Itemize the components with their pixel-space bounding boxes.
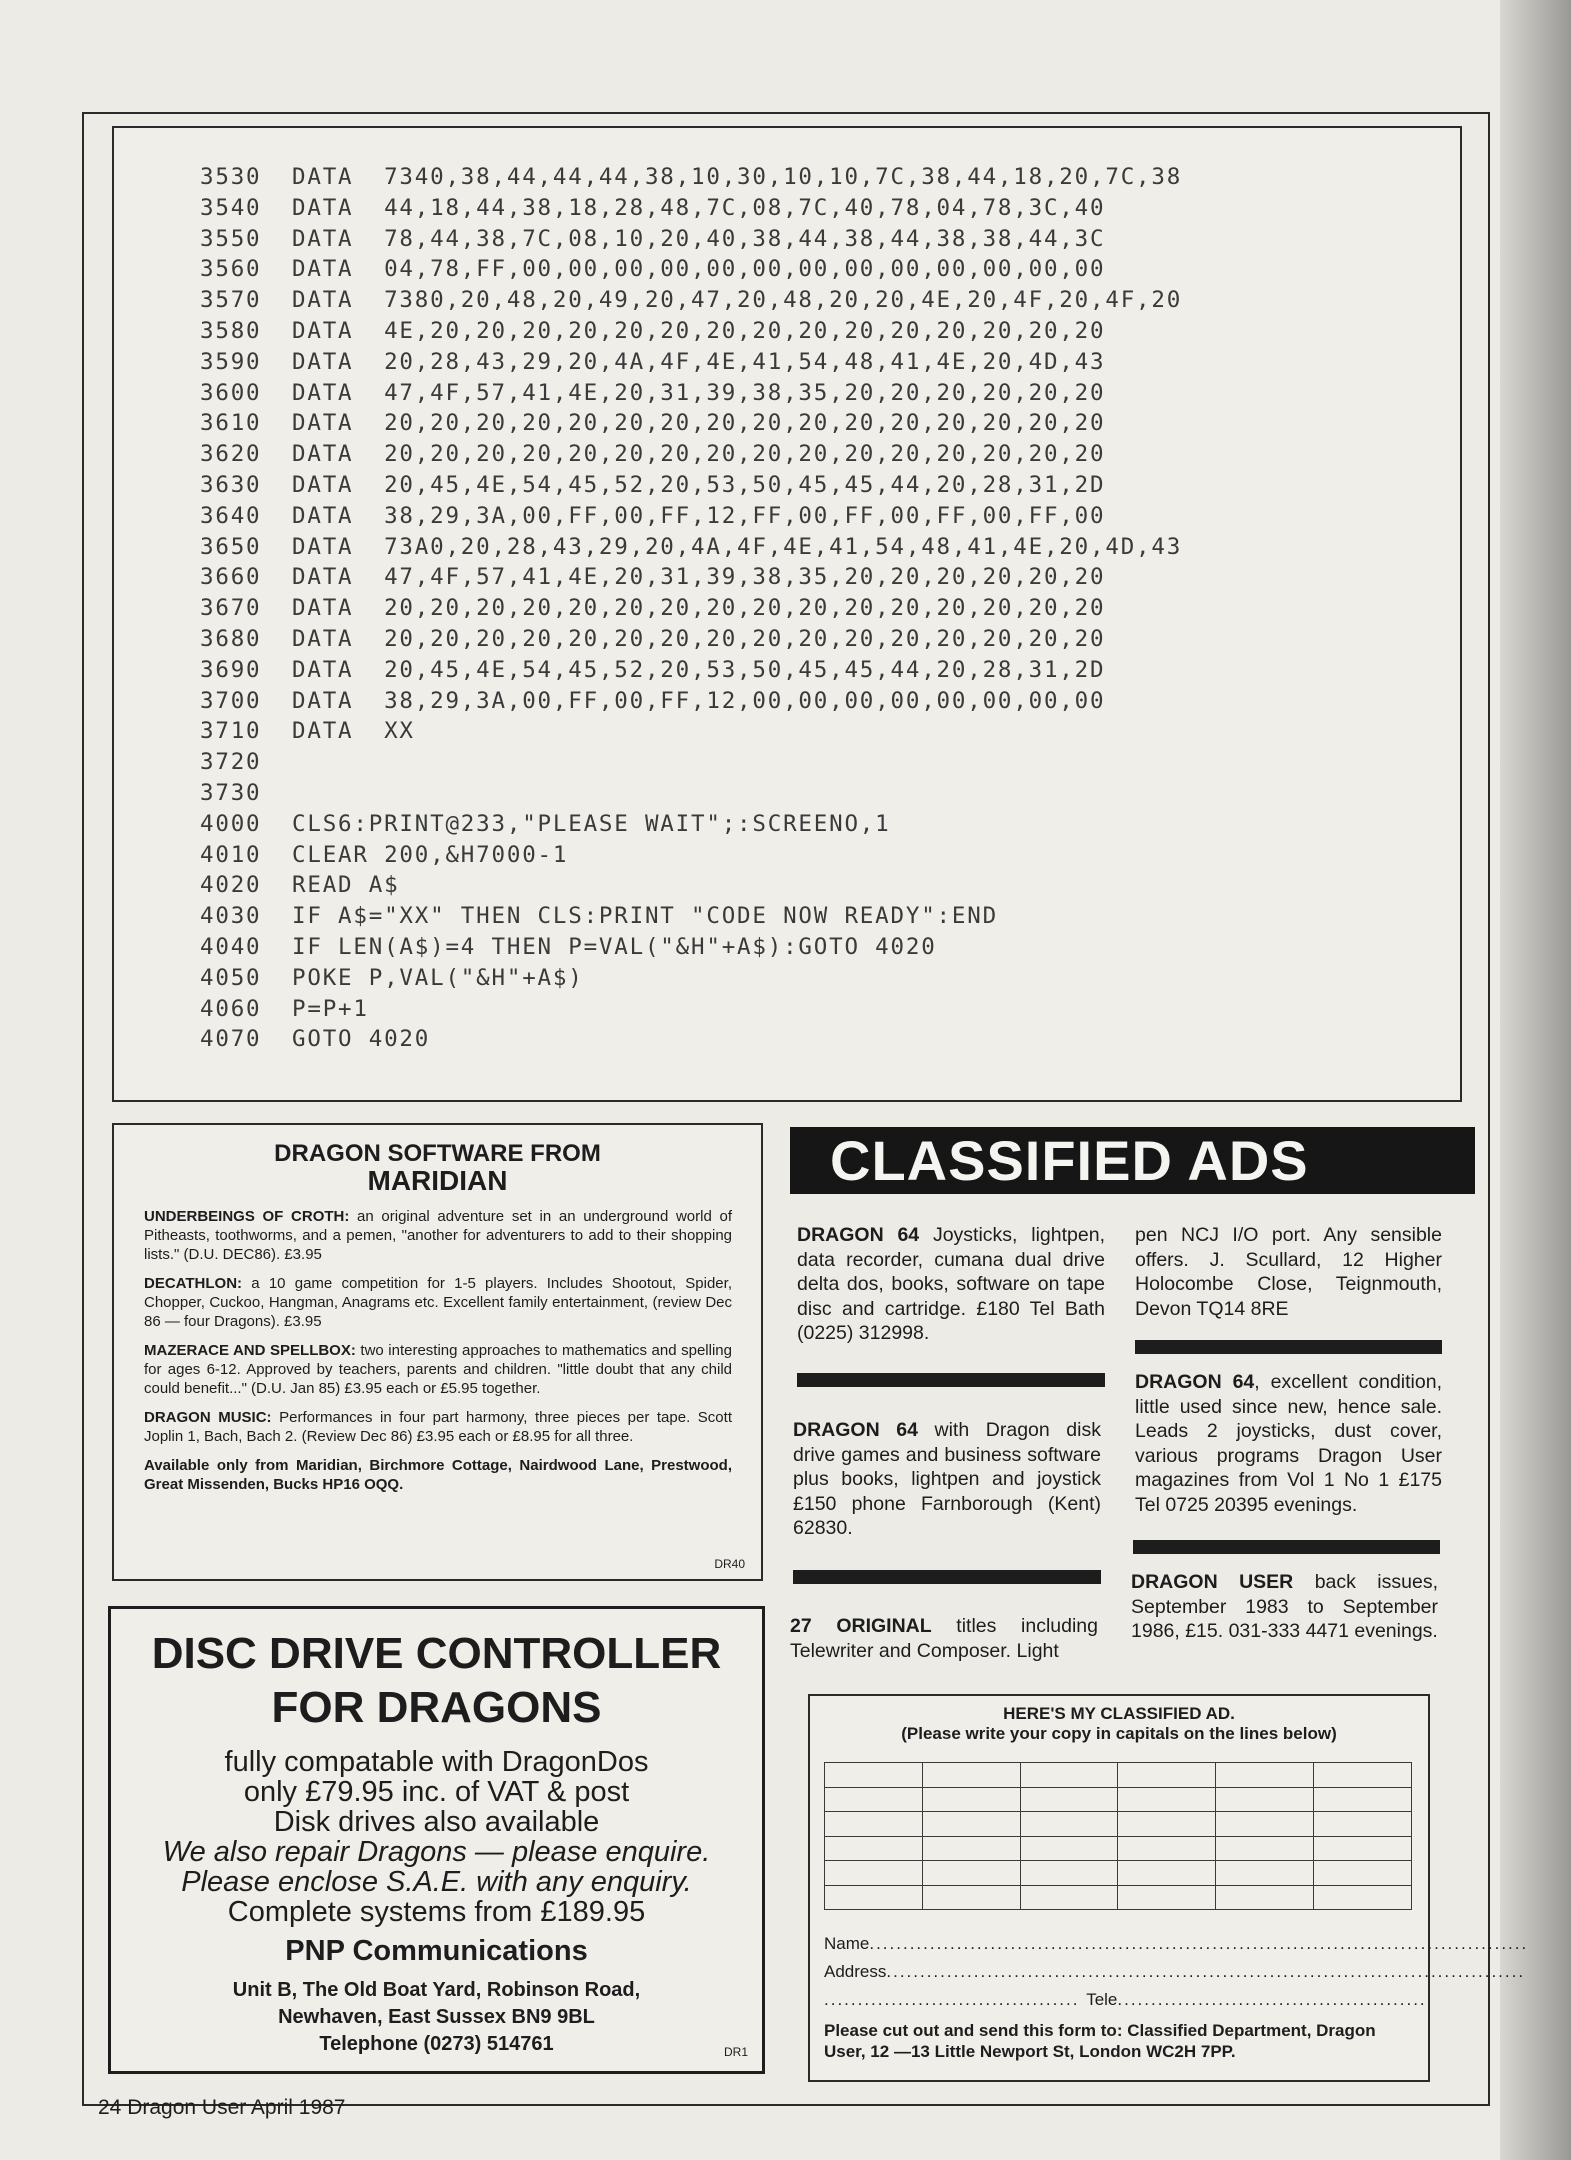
listing-line	[200, 901, 1182, 932]
classified-ad	[1135, 1370, 1442, 1517]
listing-line	[200, 501, 1182, 532]
line-number: 3650	[200, 533, 262, 560]
line-code: DATA 20,20,20,20,20,20,20,20,20,20,20,20,20,20,20,20	[292, 410, 1106, 437]
listing-line	[200, 285, 1182, 316]
line-code: DATA 7380,20,48,20,49,20,47,20,48,20,20,4E,20,4F,20,4F,20	[292, 287, 1183, 314]
line-code: DATA 20,20,20,20,20,20,20,20,20,20,20,20,20,20,20,20	[292, 595, 1106, 622]
line-number: 3620	[200, 441, 262, 468]
line-number: 4010	[200, 841, 262, 868]
listing-line	[200, 224, 1182, 255]
line-number: 3670	[200, 595, 262, 622]
form-subheading: (Please write your copy in capitals on the lines below)	[901, 1724, 1337, 1743]
line-number: 3540	[200, 194, 262, 221]
classified-heading: CLASSIFIED ADS	[790, 1127, 1475, 1194]
address-field[interactable]: Address...............................................................................................	[824, 1962, 1526, 1981]
line-number: 3570	[200, 287, 262, 314]
maridian-body	[144, 1207, 732, 1504]
maridian-availability	[144, 1456, 732, 1494]
name-label: Name	[824, 1934, 870, 1953]
disc-drive-advert	[108, 1606, 765, 2074]
classified-ad	[793, 1418, 1101, 1541]
listing-line	[200, 347, 1182, 378]
maridian-company: MARIDIAN	[367, 1165, 508, 1196]
disc-title-line1: DISC DRIVE CONTROLLER	[151, 1629, 722, 1678]
line-code: DATA 47,4F,57,41,4E,20,31,39,38,35,20,20,20,20,20,20	[292, 564, 1106, 591]
ad-divider	[797, 1373, 1105, 1387]
line-number: 3700	[200, 687, 262, 714]
line-number: 3640	[200, 502, 262, 529]
disc-phone: Telephone (0273) 514761	[319, 2033, 554, 2055]
classified-ad	[790, 1614, 1098, 1663]
maridian-title: DRAGON SOFTWARE FROM	[274, 1140, 601, 1167]
line-number: 3580	[200, 317, 262, 344]
page-edge-shadow	[1500, 0, 1571, 2160]
ad-lead: DRAGON 64	[1135, 1371, 1255, 1393]
line-number: 3710	[200, 718, 262, 745]
maridian-item	[144, 1274, 732, 1331]
maridian-item	[144, 1408, 732, 1446]
line-number: 3600	[200, 379, 262, 406]
line-number: 3530	[200, 164, 262, 190]
line-code: DATA 4E,20,20,20,20,20,20,20,20,20,20,20,20,20,20,20	[292, 317, 1106, 344]
line-number: 3680	[200, 625, 262, 652]
line-code: DATA 7340,38,44,44,44,38,10,30,10,10,7C,38,44,18,20,7C,38	[292, 164, 1183, 190]
form-heading: HERE'S MY CLASSIFIED AD.	[1003, 1704, 1235, 1723]
listing-line	[200, 408, 1182, 439]
listing-line	[200, 747, 1182, 778]
line-number: 3550	[200, 225, 262, 252]
line-number: 4030	[200, 903, 262, 930]
listing-line	[200, 809, 1182, 840]
ad-text: , excellent condition, little used since new, hence sale. Leads 2 joysticks, dust cover, various programs Dragon User magazines from Vol 1 No 1 £175 Tel 0725 20395 evenings.	[1135, 1371, 1442, 1516]
line-number: 3720	[200, 749, 262, 776]
line-code: DATA 78,44,38,7C,08,10,20,40,38,44,38,44,38,38,44,3C	[292, 225, 1106, 252]
line-number: 3660	[200, 564, 262, 591]
listing-line	[200, 532, 1182, 563]
listing-line	[200, 686, 1182, 717]
classified-order-form	[808, 1694, 1529, 2082]
listing-line	[200, 439, 1182, 470]
listing-line	[200, 593, 1182, 624]
line-code: DATA 20,45,4E,54,45,52,20,53,50,45,45,44,20,28,31,2D	[292, 656, 1106, 683]
listing-line	[200, 162, 1182, 193]
disc-line: Complete systems from £189.95	[227, 1896, 646, 1928]
disc-line: only £79.95 inc. of VAT & post	[243, 1776, 630, 1808]
ad-lead: DRAGON USER	[1131, 1571, 1294, 1593]
name-field[interactable]: Name..................................................................................................	[824, 1934, 1529, 1953]
line-code: DATA 38,29,3A,00,FF,00,FF,12,00,00,00,00,00,00,00,00	[292, 687, 1106, 714]
listing-line	[200, 1024, 1182, 1055]
form-instructions: Please cut out and send this form to: Classified Department, Dragon User, 12 —13 Little Newport St, London WC2H 7PP.	[824, 2021, 1376, 2061]
classified-ad	[797, 1223, 1105, 1346]
line-code: CLS6:PRINT@233,"PLEASE WAIT";:SCREENO,1	[292, 810, 891, 837]
line-code: IF LEN(A$)=4 THEN P=VAL("&H"+A$):GOTO 4020	[292, 933, 937, 960]
line-number: 3690	[200, 656, 262, 683]
disc-company: PNP Communications	[285, 1935, 588, 1967]
line-number: 3630	[200, 471, 262, 498]
line-number: 3560	[200, 256, 262, 283]
line-code: DATA 20,20,20,20,20,20,20,20,20,20,20,20,20,20,20,20	[292, 441, 1106, 468]
listing-line	[200, 378, 1182, 409]
line-number: 3730	[200, 779, 262, 806]
listing-line	[200, 655, 1182, 686]
ad-code: DR1	[723, 2045, 748, 2059]
line-code: GOTO 4020	[292, 1026, 431, 1053]
item-text: an original adventure set in an underground world of Pitheasts, toothworms, and a pemen, "another for adventurers to add to their shopping lists." (D.U. DEC86). £3.95	[144, 1208, 732, 1263]
listing-line	[200, 254, 1182, 285]
tele-field[interactable]: ...................................... Tele..............................................	[824, 1990, 1427, 2009]
disc-line: Please enclose S.A.E. with any enquiry.	[181, 1866, 692, 1898]
ad-divider	[1133, 1540, 1440, 1554]
line-code: IF A$="XX" THEN CLS:PRINT "CODE NOW READY":END	[292, 903, 998, 930]
line-code: DATA 73A0,20,28,43,29,20,4A,4F,4E,41,54,48,41,4E,20,4D,43	[292, 533, 1183, 560]
ad-text: with Dragon disk drive games and business software plus books, lightpen and joystick £150 phone Farnborough (Kent) 62830.	[793, 1419, 1101, 1539]
item-name: DECATHLON:	[144, 1275, 243, 1292]
page-footer: 24 Dragon User April 1987	[98, 2096, 346, 2119]
line-code: DATA 38,29,3A,00,FF,00,FF,12,FF,00,FF,00,FF,00,FF,00	[292, 502, 1106, 529]
line-code: DATA XX	[292, 718, 415, 745]
disc-address-line: Newhaven, East Sussex BN9 9BL	[278, 2006, 595, 2028]
item-text: Performances in four part harmony, three pieces per tape. Scott Joplin 1, Bach, Bach 2. (Review Dec 86) £3.95 each or £8.95 for all three.	[144, 1409, 732, 1445]
listing-line	[200, 963, 1182, 994]
ad-lead: DRAGON 64	[797, 1224, 920, 1246]
line-code: DATA 47,4F,57,41,4E,20,31,39,38,35,20,20,20,20,20,20	[292, 379, 1106, 406]
item-name: DRAGON MUSIC:	[144, 1409, 272, 1426]
ad-text: titles including Telewriter and Composer. Light	[790, 1615, 1098, 1662]
line-code: P=P+1	[292, 995, 369, 1022]
address-label: Address	[824, 1962, 887, 1981]
listing-line	[200, 870, 1182, 901]
ad-divider	[1135, 1340, 1442, 1354]
listing-line	[200, 316, 1182, 347]
disc-line: We also repair Dragons — please enquire.	[162, 1836, 711, 1868]
listing-line	[200, 624, 1182, 655]
line-code: READ A$	[292, 872, 400, 899]
line-code: CLEAR 200,&H7000-1	[292, 841, 569, 868]
tele-label: Tele	[1086, 1990, 1118, 2009]
line-code: DATA 04,78,FF,00,00,00,00,00,00,00,00,00,00,00,00,00	[292, 256, 1106, 283]
maridian-item	[144, 1207, 732, 1264]
listing-line	[200, 562, 1182, 593]
line-number: 4040	[200, 933, 262, 960]
line-number: 4050	[200, 964, 262, 991]
listing-line	[200, 840, 1182, 871]
ad-lead: DRAGON 64	[793, 1419, 918, 1441]
ad-code: DR40	[714, 1557, 745, 1571]
line-code: DATA 20,45,4E,54,45,52,20,53,50,45,45,44,20,28,31,2D	[292, 471, 1106, 498]
line-code: POKE P,VAL("&H"+A$)	[292, 964, 584, 991]
line-code: DATA 20,20,20,20,20,20,20,20,20,20,20,20,20,20,20,20	[292, 625, 1106, 652]
ad-text: back issues, September 1983 to September 1986, £15. 031-333 4471 evenings.	[1131, 1571, 1438, 1642]
ad-lead: 27 ORIGINAL	[790, 1615, 932, 1637]
disc-title-line2: FOR DRAGONS	[271, 1683, 602, 1732]
disc-line: fully compatable with DragonDos	[224, 1746, 649, 1778]
line-number: 3590	[200, 348, 262, 375]
classified-ad-continued: pen NCJ I/O port. Any sensible offers. J. Scullard, 12 Higher Holocombe Close, Teignmouth, Devon TQ14 8RE	[1135, 1224, 1442, 1320]
disc-line: Disk drives also available	[273, 1806, 600, 1838]
disc-address-line: Unit B, The Old Boat Yard, Robinson Road,	[232, 1979, 641, 2001]
listing-line	[200, 470, 1182, 501]
line-number: 4020	[200, 872, 262, 899]
item-name: UNDERBEINGS OF CROTH:	[144, 1208, 350, 1225]
maridian-item	[144, 1341, 732, 1398]
line-number: 3610	[200, 410, 262, 437]
ad-copy-grid[interactable]	[824, 1762, 1412, 1910]
listing-line	[200, 994, 1182, 1025]
item-text: a 10 game competition for 1-5 players. Includes Shootout, Spider, Chopper, Cuckoo, Hangman, Anagrams etc. Excellent family entertainment, (review Dec 86 — four Dragons). £3.95	[144, 1275, 732, 1330]
line-number: 4000	[200, 810, 262, 837]
line-code: DATA 20,28,43,29,20,4A,4F,4E,41,54,48,41,4E,20,4D,43	[292, 348, 1106, 375]
listing-line	[200, 932, 1182, 963]
basic-program-listing	[200, 162, 1182, 1055]
listing-line	[200, 778, 1182, 809]
line-code: DATA 44,18,44,38,18,28,48,7C,08,7C,40,78,04,78,3C,40	[292, 194, 1106, 221]
listing-line	[200, 716, 1182, 747]
item-name: MAZERACE AND SPELLBOX:	[144, 1342, 356, 1359]
item-text: two interesting approaches to mathematics and spelling for ages 6-12. Approved by teachers, parents and children. "little doubt that any child could benefit..." (D.U. Jan 85) £3.95 each or £5.95 together.	[144, 1342, 732, 1397]
line-number: 4060	[200, 995, 262, 1022]
maridian-advert	[112, 1123, 763, 1581]
ad-divider	[793, 1570, 1101, 1584]
ad-text: Joysticks, lightpen, data recorder, cumana dual drive delta dos, books, software on tape disc and cartridge. £180 Tel Bath (0225) 312998.	[797, 1224, 1105, 1344]
listing-line	[200, 193, 1182, 224]
classified-ad	[1131, 1570, 1438, 1644]
line-number: 4070	[200, 1026, 262, 1053]
availability-text: Available only from Maridian, Birchmore Cottage, Nairdwood Lane, Prestwood, Great Missenden, Bucks HP16 OQQ.	[144, 1457, 732, 1493]
